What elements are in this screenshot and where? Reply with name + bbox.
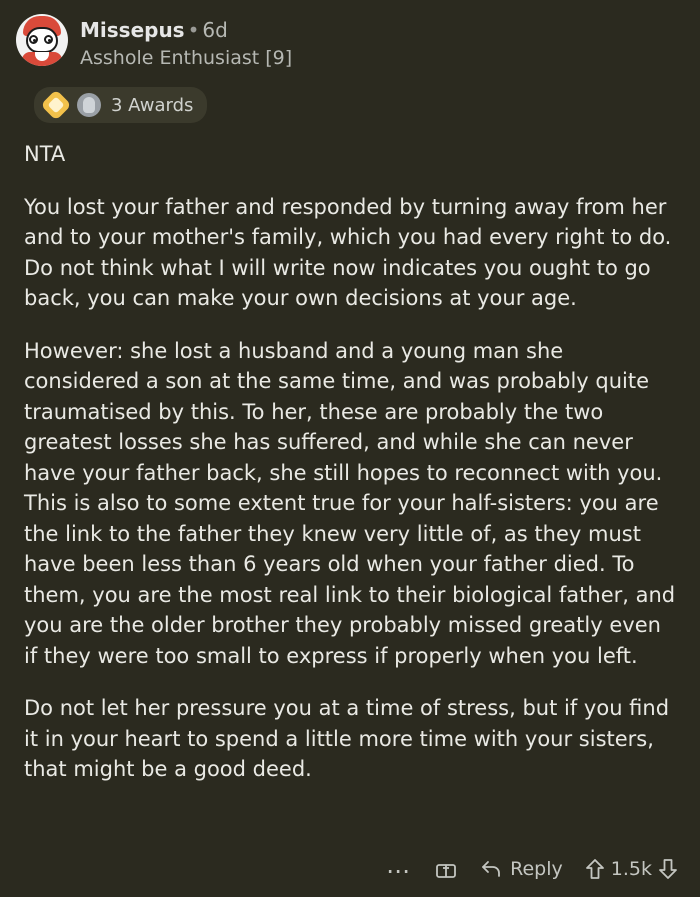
gold-award-icon [40, 89, 71, 120]
comment-paragraph: You lost your father and responded by turning away from her and to your mother's family, which you had every right to do. Do not think what I will write now indicates you ought to go back, you can make your own decisions at your age. [24, 194, 672, 310]
comment-author[interactable]: Missepus [80, 18, 185, 42]
byline-line [80, 17, 292, 43]
avatar[interactable] [16, 14, 68, 66]
comment-body [16, 139, 684, 785]
silver-award-icon [77, 93, 101, 117]
reply-button[interactable] [480, 858, 563, 880]
comment-actions [0, 851, 700, 881]
reply-label: Reply [510, 858, 563, 880]
awards-pill[interactable] [34, 87, 207, 123]
comment-paragraph: Do not let her pressure you at a time of stress, but if you find it in your heart to spend a little more time with your sisters, that might be a good deed. [24, 696, 670, 781]
awards-count-label: 3 Awards [111, 94, 194, 116]
byline [80, 14, 292, 71]
award-gift-button[interactable] [434, 857, 458, 881]
reply-arrow-icon [480, 858, 504, 880]
vote-count: 1.5k [610, 858, 652, 880]
award-gift-icon [434, 857, 458, 881]
comment-age: 6d [202, 18, 228, 42]
vote-group [585, 858, 678, 880]
overflow-menu-icon[interactable]: … [386, 851, 413, 879]
comment-header [16, 12, 684, 71]
upvote-arrow-icon[interactable] [585, 858, 605, 880]
comment-verdict: NTA [24, 142, 66, 166]
comment-paragraph: However: she lost a husband and a young man she considered a son at the same time, and was probably quite traumatised by this. To her, these are probably the two greatest losses she has suffered, and while she can never have your father back, she still hopes to reconnect with you. This is also to some extent true for your half-sisters: you are the link to the father they knew very little of, as they must have been less than 6 years old when your father died. To them, you are the most real link to their biological father, and you are the older brother they probably missed greatly even if they were too small to express if properly when you left. [24, 338, 676, 668]
avatar-eye-right [44, 35, 53, 44]
avatar-eye-left [29, 35, 38, 44]
author-flair: Asshole Enthusiast [9] [80, 47, 293, 69]
byline-separator: • [187, 18, 200, 42]
downvote-arrow-icon[interactable] [658, 858, 678, 880]
